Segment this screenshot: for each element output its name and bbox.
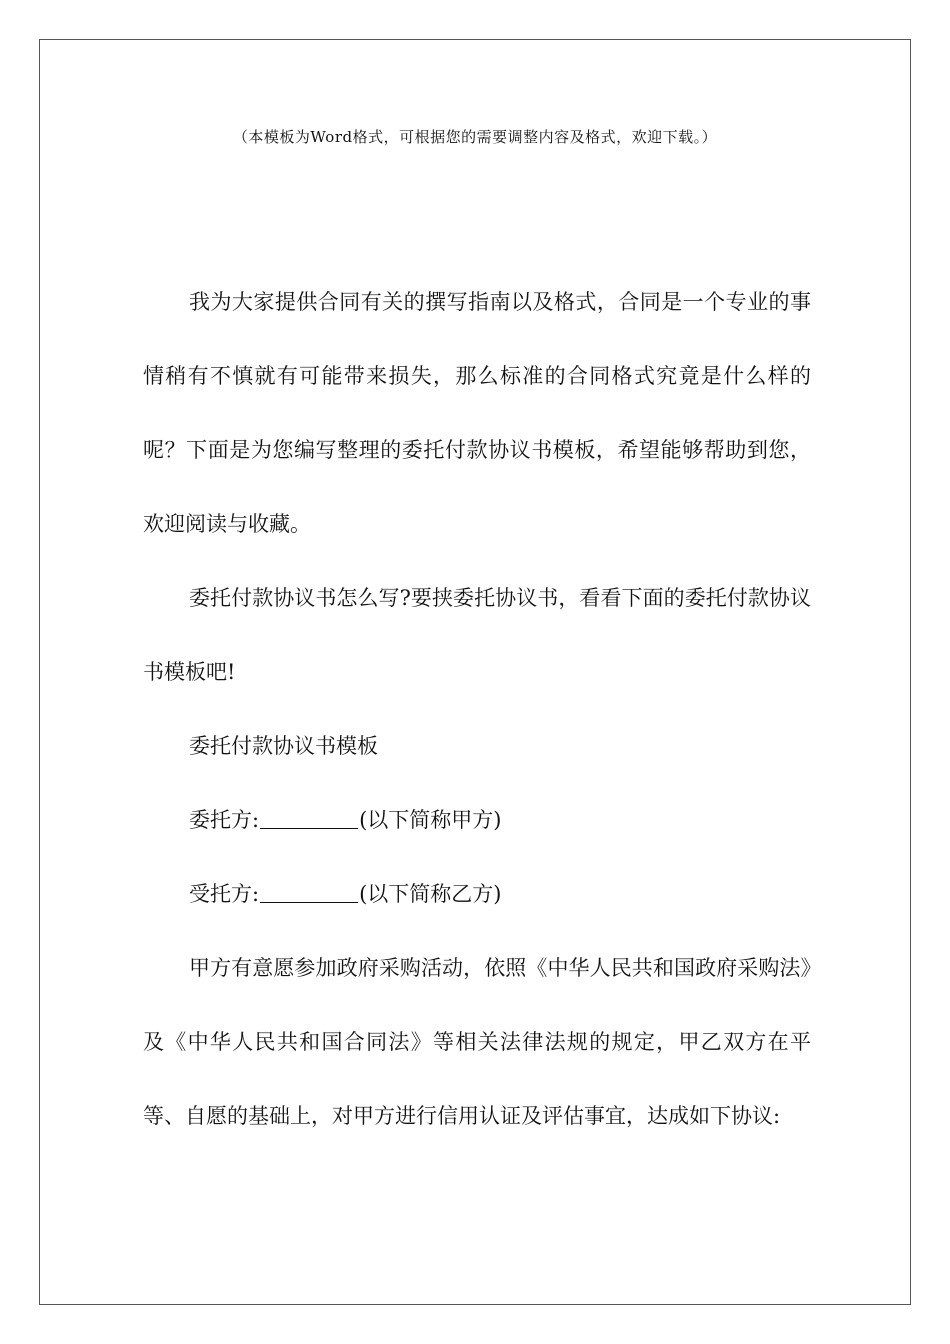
template-note: （本模板为Word格式，可根据您的需要调整内容及格式，欢迎下载。）: [232, 128, 718, 146]
question-paragraph: 委托付款协议书怎么写?要挟委托协议书，看看下面的委托付款协议书模板吧!: [143, 586, 811, 684]
principal-note: (以下简称甲方): [359, 808, 502, 832]
agent-label: 受托方:: [189, 882, 260, 906]
agent-line: [143, 857, 811, 931]
principal-blank: [260, 808, 358, 829]
principal-label: 委托方:: [189, 808, 260, 832]
agreement-paragraph: 甲方有意愿参加政府采购活动，依照《中华人民共和国政府采购法》及《中华人民共和国合同法》等相关法律法规的规定，甲乙双方在平等、自愿的基础上，对甲方进行信用认证及评估事宜，达成如下协议:: [143, 956, 811, 1128]
document-title: 委托付款协议书模板: [189, 734, 378, 758]
agent-blank: [260, 882, 358, 903]
agent-note: (以下简称乙方): [359, 882, 502, 906]
principal-line: [143, 783, 811, 857]
intro-paragraph: 我为大家提供合同有关的撰写指南以及格式，合同是一个专业的事情稍有不慎就有可能带来损失，那么标准的合同格式究竟是什么样的呢？下面是为您编写整理的委托付款协议书模板，希望能够帮助到您，欢迎阅读与收藏。: [143, 290, 811, 536]
document-body: [143, 265, 811, 1153]
